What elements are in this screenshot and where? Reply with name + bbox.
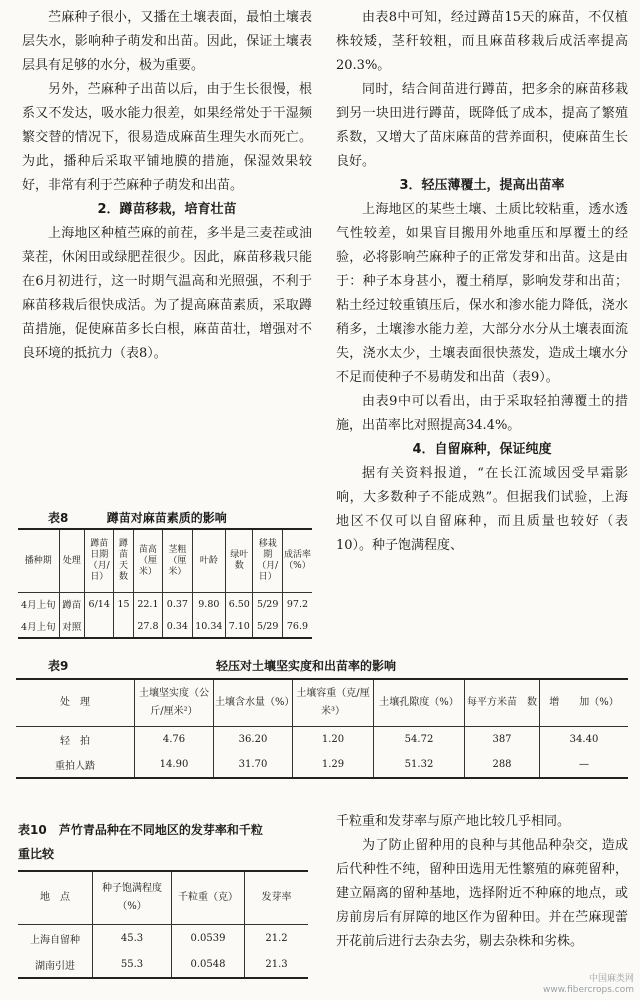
table-cell: 22.1: [133, 593, 162, 616]
table-header-cell: 每平方米苗 数: [465, 679, 540, 727]
table-cell: 45.3: [93, 925, 172, 952]
table-cell: 36.20: [214, 727, 293, 753]
table-header-cell: 发芽率: [245, 871, 309, 925]
table-header-cell: 千粒重（克）: [172, 871, 245, 925]
bottom-paragraph-1: 千粒重和发芽率与原产地比较几乎相同。: [336, 814, 571, 829]
table-header-row: [16, 679, 628, 727]
table-header-row: [18, 529, 312, 593]
table-cell: 15: [114, 593, 133, 616]
table-row: [18, 593, 312, 616]
table-header-cell: 苗高（厘米）: [133, 529, 162, 593]
table-header-cell: 增 加（%）: [540, 679, 629, 727]
table-header-cell: 成活率（%）: [282, 529, 312, 593]
table-header-cell: 叶龄: [192, 529, 226, 593]
table-cell: 轻 拍: [16, 727, 135, 753]
table-header-cell: 种子饱满程度（%）: [93, 871, 172, 925]
left-column: [22, 6, 312, 366]
table-cell: —: [579, 759, 589, 770]
table-cell: 51.32: [374, 752, 465, 778]
table-10-label: 表10: [18, 823, 47, 837]
table-cell: 5/29: [253, 615, 282, 638]
table-cell: 288: [465, 752, 540, 778]
table-cell: 1.29: [293, 752, 374, 778]
table-cell: 对照: [59, 615, 84, 638]
table-cell: 4月上旬: [18, 615, 59, 638]
table-header-cell: 播种期: [18, 529, 59, 593]
table-cell: 4.76: [135, 727, 214, 753]
table-9-title: 轻压对土壤坚实度和出苗率的影响: [216, 659, 397, 673]
table-10-block: [18, 818, 308, 979]
watermark-line-1: 中国麻类网: [588, 974, 634, 984]
table-cell: 0.34: [163, 615, 192, 638]
table-8-label: 表8: [48, 511, 69, 525]
table-header-cell: 绿叶数: [226, 529, 253, 593]
table-row: [18, 615, 312, 638]
table-8-block: [18, 508, 312, 639]
right-paragraph-2: 同时，结合间苗进行蹲苗，把多余的麻苗移栽到另一块田进行蹲苗，既降低了成本，提高了繁殖系数，又增大了苗床麻苗的营养面积，使麻苗生长良好。: [336, 82, 628, 169]
table-8-title: 蹲苗对麻苗素质的影响: [106, 511, 227, 525]
table-cell: 0.0539: [172, 925, 245, 952]
table-10-caption: [18, 818, 268, 866]
table-cell: 387: [465, 727, 540, 753]
table-cell: 重拍人踏: [16, 752, 135, 778]
right-paragraph-4: 由表9中可以看出，由于采取轻拍薄覆土的措施，出苗率比对照提高34.4%。: [336, 394, 628, 433]
table-header-cell: 土壤孔隙度（%）: [374, 679, 465, 727]
table-cell: 湖南引进: [18, 951, 93, 978]
table-8: [18, 528, 312, 639]
table-9: [16, 678, 628, 779]
table-row: [18, 951, 308, 978]
table-10-title: 芦竹青品种在不同地区的发芽率和千粒重比较: [18, 823, 263, 861]
table-header-cell: 蹲苗天数: [114, 529, 133, 593]
table-header-cell: 茎粗（厘米）: [163, 529, 192, 593]
table-cell: 14.90: [135, 752, 214, 778]
table-cell: 31.70: [214, 752, 293, 778]
table-cell: 4月上旬: [18, 593, 59, 616]
section-heading-2: 2．蹲苗移栽，培育壮苗: [97, 202, 237, 217]
table-cell: 蹲苗: [59, 593, 84, 616]
table-cell: 10.34: [192, 615, 226, 638]
bottom-paragraph-2: 为了防止留种用的良种与其他品种杂交，造成后代种性不纯，留种田选用无性繁殖的麻蔸留种，建立隔离的留种基地，选择附近不种麻的地点，或房前房后有屏障的地区作为留种田。并在苎麻现蕾开花前后进行去杂去劣，剔去杂株和劣株。: [336, 838, 628, 949]
right-column: [336, 6, 628, 558]
table-cell: 6/14: [84, 593, 113, 616]
bottom-right-text: [336, 810, 628, 954]
table-header-cell: 土壤含水量（%）: [214, 679, 293, 727]
table-header-cell: 土壤容重（克/厘米³）: [293, 679, 374, 727]
table-header-cell: 移栽期（月/日）: [253, 529, 282, 593]
table-header-cell: 处理: [59, 529, 84, 593]
table-row: [16, 727, 628, 753]
left-paragraph-1: 苎麻种子很小，又播在土壤表面，最怕土壤表层失水，影响种子萌发和出苗。因此，保证土壤表层具有足够的水分，极为重要。: [22, 10, 312, 73]
table-cell: 21.3: [265, 958, 288, 970]
table-9-caption: [16, 656, 628, 678]
table-cell: 1.20: [293, 727, 374, 753]
table-cell: 76.9: [286, 620, 309, 632]
table-row: [16, 752, 628, 778]
table-cell: 0.37: [163, 593, 192, 616]
left-paragraph-2: 另外，苎麻种子出苗以后，由于生长很慢，根系又不发达，吸水能力很差，如果经常处于干湿频繁交替的情况下，很易造成麻苗生理失水而死亡。为此，播种后采取平铺地膜的措施，保湿效果较好，非常有利于苎麻种子萌发和出苗。: [22, 82, 312, 193]
table-8-caption: [18, 508, 312, 528]
table-cell: [84, 615, 113, 638]
table-cell: 97.2: [286, 598, 309, 610]
table-9-label: 表9: [48, 659, 69, 673]
watermark-line-2: www.fibercrops.com: [543, 985, 634, 995]
table-9-block: [16, 656, 628, 779]
right-paragraph-1: 由表8中可知，经过蹲苗15天的麻苗，不仅植株较矮，茎秆较粗，而且麻苗移栽后成活率提高20.3%。: [336, 10, 628, 73]
table-header-cell: 土壤坚实度（公斤/厘米²）: [135, 679, 214, 727]
table-cell: 6.50: [226, 593, 253, 616]
table-cell: 0.0548: [172, 951, 245, 978]
left-paragraph-3: 上海地区种植苎麻的前茬，多半是三麦茬或油菜茬，休闲田或绿肥茬很少。因此，麻苗移栽只能在6月初进行，这一时期气温高和光照强，不利于麻苗移栽后很快成活。为了提高麻苗素质，采取蹲苗措施，促使麻苗多长白根，麻苗苗壮，增强对不良环境的抵抗力（表8）。: [22, 226, 312, 361]
table-header-cell: 地 点: [18, 871, 93, 925]
site-watermark: [543, 974, 634, 996]
table-cell: [114, 615, 133, 638]
table-cell: 54.72: [374, 727, 465, 753]
table-cell: 27.8: [133, 615, 162, 638]
table-header-cell: 蹲苗日期（月/日）: [84, 529, 113, 593]
table-header-row: [18, 871, 308, 925]
right-paragraph-5: 据有关资料报道，“在长江流域因受早霜影响，大多数种子不能成熟”。但据我们试验，上海地区不仅可以自留麻种，而且质量也较好（表10）。种子饱满程度、: [336, 466, 628, 553]
table-cell: 21.2: [265, 932, 288, 944]
table-row: [18, 925, 308, 952]
right-paragraph-3: 上海地区的某些土壤、土质比较粘重，透水透气性较差，如果盲目搬用外地重压和厚覆土的经验，必将影响苎麻种子的正常发芽和出苗。这是由于：种子本身甚小，覆土稍厚，影响发芽和出苗；粘土经过较重镇压后，保水和渗水能力降低，浇水稍多，土壤渗水能力差，大部分水分从土壤表面流失，浇水太少，土壤表面很快蒸发，造成土壤水分不足而使种子不易萌发和出苗（表9）。: [336, 202, 628, 385]
table-10: [18, 870, 308, 979]
table-cell: 55.3: [93, 951, 172, 978]
section-heading-3: 3．轻压薄覆土，提高出苗率: [399, 178, 565, 193]
table-header-cell: 处 理: [16, 679, 135, 727]
table-cell: 7.10: [226, 615, 253, 638]
table-cell: 34.40: [569, 734, 599, 745]
table-cell: 上海自留种: [18, 925, 93, 952]
table-cell: 5/29: [253, 593, 282, 616]
table-cell: 9.80: [192, 593, 226, 616]
section-heading-4: 4．自留麻种，保证纯度: [412, 442, 552, 457]
